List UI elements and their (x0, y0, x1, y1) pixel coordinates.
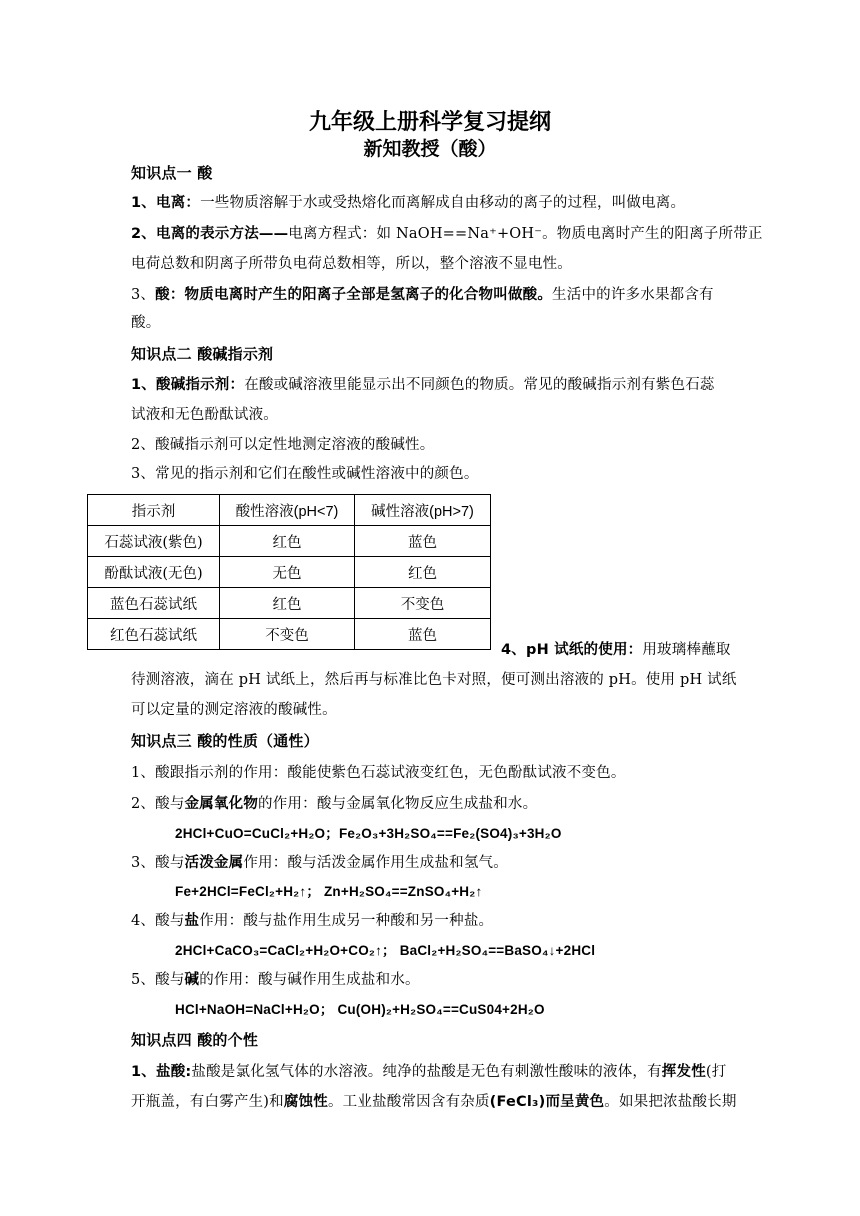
table-row (88, 557, 491, 588)
table-cell: 不变色 (355, 588, 491, 619)
keyword-bold: 碱 (184, 972, 200, 988)
term-label: 1、盐酸: (131, 1064, 192, 1080)
paragraph (131, 970, 420, 990)
table-row (88, 588, 491, 619)
term-label: 1、电离： (131, 195, 201, 211)
definition-bold: 酸：物质电离时产生的阳离子全部是氢离子的化合物叫做酸。 (155, 287, 553, 303)
paragraph-continuation (131, 1092, 737, 1112)
table-row (88, 619, 491, 650)
section-heading-2: 知识点二 酸碱指示剂 (131, 345, 274, 363)
paragraph (131, 193, 685, 213)
paragraph-text: 开瓶盖，有白雾产生)和 (131, 1094, 284, 1110)
paragraph-continuation: 试液和无色酚酞试液。 (131, 407, 278, 423)
keyword-bold: 挥发性 (661, 1064, 706, 1080)
paragraph-text: 。工业盐酸常因含有杂质 (327, 1094, 490, 1110)
paragraph-text: 的作用：酸与金属氧化物反应生成盐和水。 (258, 796, 538, 812)
paragraph-prefix: 3、酸与 (131, 855, 185, 871)
paragraph (131, 794, 537, 814)
paragraph-continuation: 电荷总数和阴离子所带负电荷总数相等，所以，整个溶液不显电性。 (131, 256, 572, 272)
table-cell: 红色石蕊试纸 (88, 619, 220, 650)
keyword-bold: (FeCl₃)而呈黄色 (489, 1094, 605, 1110)
paragraph (131, 911, 493, 931)
paragraph (131, 285, 714, 305)
paragraph-prefix: 4、酸与 (131, 913, 185, 929)
paragraph-text: 生活中的许多水果都含有 (552, 287, 714, 303)
indicator-table (87, 494, 491, 650)
table-cell: 蓝色 (355, 526, 491, 557)
paragraph-text: 用玻璃棒蘸取 (642, 642, 731, 658)
keyword-bold: 腐蚀性 (283, 1094, 328, 1110)
equation-line: Fe+2HCl=FeCl₂+H₂↑； Zn+H₂SO₄==ZnSO₄+H₂↑ (175, 884, 483, 899)
paragraph: 2、酸碱指示剂可以定性地测定溶液的酸碱性。 (131, 437, 435, 453)
table-cell: 红色 (355, 557, 491, 588)
paragraph-continuation: 酸。 (131, 315, 161, 331)
table-cell: 红色 (220, 588, 355, 619)
term-label: 1、酸碱指示剂： (131, 377, 245, 393)
paragraph-text: 盐酸是氯化氢气体的水溶液。纯净的盐酸是无色有刺激性酸味的液体，有 (191, 1064, 662, 1080)
paragraph-prefix: 5、酸与 (131, 972, 185, 988)
section-heading-1: 知识点一 酸 (131, 164, 213, 182)
equation-line: 2HCl+CuO=CuCl₂+H₂O；Fe₂O₃+3H₂SO₄==Fe₂(SO4)₃+3H₂O (175, 826, 562, 841)
equation-line: 2HCl+CaCO₃=CaCl₂+H₂O+CO₂↑； BaCl₂+H₂SO₄==BaSO₄↓+2HCl (175, 943, 596, 958)
table-cell: 不变色 (220, 619, 355, 650)
table-cell: 蓝色 (355, 619, 491, 650)
paragraph-continuation: 可以定量的测定溶液的酸碱性。 (131, 702, 337, 718)
table-row (88, 526, 491, 557)
paragraph (501, 640, 731, 660)
paragraph (131, 1062, 726, 1082)
term-label: 2、电离的表示方法—— (131, 226, 289, 242)
keyword-bold: 盐 (184, 913, 200, 929)
table-cell: 蓝色石蕊试纸 (88, 588, 220, 619)
table-header: 碱性溶液(pH>7) (355, 495, 491, 526)
paragraph-text: 作用：酸与盐作用生成另一种酸和另一种盐。 (199, 913, 494, 929)
paragraph: 1、酸跟指示剂的作用：酸能使紫色石蕊试液变红色，无色酚酞试液不变色。 (131, 765, 626, 781)
document-subtitle: 新知教授（酸） (363, 138, 497, 160)
paragraph-continuation: 待测溶液，滴在 pH 试纸上，然后再与标准比色卡对照，便可测出溶液的 pH。使用 pH 试纸 (131, 672, 737, 688)
paragraph-text: 作用：酸与活泼金属作用生成盐和氢气。 (243, 855, 508, 871)
paragraph-text: 。如果把浓盐酸长期 (604, 1094, 737, 1110)
paragraph-prefix: 2、酸与 (131, 796, 185, 812)
paragraph-text: 在酸或碱溶液里能显示出不同颜色的物质。常见的酸碱指示剂有紫色石蕊 (244, 377, 715, 393)
section-heading-3: 知识点三 酸的性质（通性） (131, 732, 319, 750)
paragraph-text: 电离方程式：如 NaOH==Na⁺+OH⁻。物质电离时产生的阳离子所带正 (288, 226, 763, 242)
table-header: 指示剂 (88, 495, 220, 526)
paragraph-prefix: 3、 (131, 287, 156, 303)
table-header: 酸性溶液(pH<7) (220, 495, 355, 526)
paragraph: 3、常见的指示剂和它们在酸性或碱性溶液中的颜色。 (131, 466, 479, 482)
paragraph-text: 一些物质溶解于水或受热熔化而离解成自由移动的离子的过程，叫做电离。 (200, 195, 686, 211)
paragraph (131, 375, 715, 395)
term-label: 4、pH 试纸的使用： (501, 642, 643, 658)
table-cell: 石蕊试液(紫色) (88, 526, 220, 557)
paragraph-text: (打 (705, 1064, 727, 1080)
paragraph (131, 853, 508, 873)
document-title: 九年级上册科学复习提纲 (308, 110, 551, 135)
paragraph (131, 224, 763, 244)
table-cell: 无色 (220, 557, 355, 588)
equation-line: HCl+NaOH=NaCl+H₂O； Cu(OH)₂+H₂SO₄==CuS04+2H₂O (175, 1002, 545, 1017)
table-cell: 红色 (220, 526, 355, 557)
keyword-bold: 金属氧化物 (184, 796, 259, 812)
keyword-bold: 活泼金属 (184, 855, 244, 871)
table-cell: 酚酞试液(无色) (88, 557, 220, 588)
paragraph-text: 的作用：酸与碱作用生成盐和水。 (199, 972, 420, 988)
section-heading-4: 知识点四 酸的个性 (131, 1031, 259, 1049)
table-header-row (88, 495, 491, 526)
